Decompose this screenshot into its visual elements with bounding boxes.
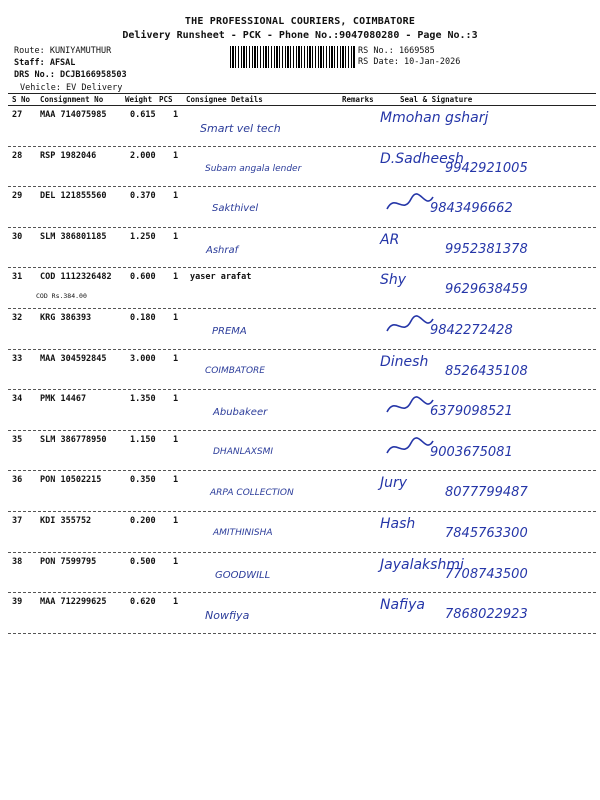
row-consignment-no: PMK 14467 [40,394,87,405]
row-weight: 0.370 [130,191,156,202]
table-row [0,553,600,593]
handwritten-consignee-name: Smart vel tech [200,122,281,135]
row-sno: 27 [12,110,23,120]
signature-scribble [385,394,435,420]
row-sno: 34 [12,394,23,405]
row-consignment-no: COD 1112326482 [40,272,112,283]
table-row [0,350,600,390]
signature: AR [380,231,400,248]
recipient-phone: 7845763300 [445,526,528,541]
row-consignment-no: DEL 121855560 [40,191,107,202]
recipient-phone: 9629638459 [445,282,528,298]
signature: Shy [380,272,407,289]
table-row [0,593,600,633]
recipient-phone: 9842272428 [430,323,513,338]
row-weight: 1.150 [130,434,156,445]
row-pcs: 1 [173,313,179,323]
barcode [230,46,356,68]
row-sno: 36 [12,475,23,486]
row-consignment-no: MAA 712299625 [40,597,107,608]
table-row [0,431,600,471]
col-signature: Seal & Signature [400,95,473,104]
row-pcs: 1 [173,150,179,161]
handwritten-consignee-name: ARPA COLLECTION [210,488,294,499]
row-weight: 0.600 [130,272,156,283]
row-weight: 3.000 [130,353,156,364]
row-pcs: 1 [173,597,179,608]
row-pcs: 1 [173,110,179,120]
handwritten-consignee-name: GOODWILL [215,569,271,581]
handwritten-consignee-name: AMITHINISHA [213,528,273,538]
row-weight: 2.000 [130,150,156,161]
recipient-phone: 7708743500 [445,566,528,582]
row-consignment-no: RSP 1982046 [40,150,97,161]
row-pcs: 1 [173,191,179,202]
row-weight: 1.250 [130,231,156,242]
row-weight: 0.180 [130,313,156,323]
handwritten-consignee-name: Subam angala lender [205,163,302,174]
staff-label: Staff: AFSAL [14,58,76,68]
handwritten-consignee-name: DHANLAXSMI [213,446,274,457]
col-pcs: PCS [159,95,173,104]
table-row [0,228,600,268]
row-consignee: yaser arafat [190,272,252,283]
handwritten-consignee-name: PREMA [212,326,247,337]
row-divider [8,633,596,634]
signature: D.Sadheesh [380,150,464,167]
row-weight: 0.200 [130,516,156,526]
signature: Hash [380,516,416,532]
row-sno: 39 [12,597,23,608]
table-row [0,390,600,430]
row-consignment-no: PON 10502215 [40,475,102,486]
table-row [0,147,600,187]
recipient-phone: 8526435108 [445,363,528,379]
row-consignment-no: KDI 355752 [40,516,92,526]
row-consignment-no: KRG 386393 [40,313,92,323]
row-weight: 1.350 [130,394,156,405]
signature: Nafiya [380,597,425,614]
recipient-phone: 9952381378 [445,241,528,257]
rs-number: RS No.: 1669585 [358,46,435,56]
row-sno: 31 [12,272,23,283]
handwritten-consignee-name: Abubakeer [213,407,268,419]
row-consignment-no: SLM 386778950 [40,434,107,445]
row-weight: 0.615 [130,110,156,120]
drs-number: DRS No.: DCJB166958503 [14,70,127,80]
signature-scribble [385,191,435,217]
signature: Jayalakshmi [380,556,464,573]
row-pcs: 1 [173,556,179,567]
col-remarks: Remarks [342,95,374,104]
table-row [0,512,600,552]
table-row [0,309,600,349]
col-consignee: Consignee Details [186,95,263,104]
row-sno: 37 [12,516,23,526]
row-consignment-no: MAA 714075985 [40,110,107,120]
handwritten-consignee-name: COIMBATORE [205,365,265,376]
col-consignment: Consignment No [40,95,104,104]
row-sno: 28 [12,150,23,161]
row-sno: 33 [12,353,23,364]
handwritten-consignee-name: Sakthivel [212,203,259,215]
signature: Dinesh [380,353,429,370]
row-weight: 0.500 [130,556,156,567]
cod-amount: COD Rs.384.00 [36,292,87,301]
row-consignment-no: SLM 386801185 [40,231,107,242]
row-weight: 0.350 [130,475,156,486]
row-pcs: 1 [173,353,179,364]
row-sno: 32 [12,313,23,323]
rs-date: RS Date: 10-Jan-2026 [358,57,461,67]
row-pcs: 1 [173,475,179,486]
col-sno: S No [12,95,31,104]
table-row [0,187,600,227]
recipient-phone: 9942921005 [445,160,528,176]
row-pcs: 1 [173,231,179,242]
row-sno: 30 [12,231,23,242]
route-label: Route: KUNIYAMUTHUR [14,46,112,56]
table-row [0,471,600,511]
row-pcs: 1 [173,516,179,526]
recipient-phone: 9843496662 [430,201,513,217]
signature: Jury [380,475,408,492]
row-pcs: 1 [173,272,179,283]
company-title: THE PROFESSIONAL COURIERS, COIMBATORE [184,16,416,27]
recipient-phone: 6379098521 [430,404,513,420]
row-sno: 29 [12,191,23,202]
row-sno: 35 [12,434,23,445]
recipient-phone: 8077799487 [445,485,528,501]
row-pcs: 1 [173,394,179,405]
table-row [0,268,600,308]
handwritten-consignee-name: Ashraf [206,244,239,256]
row-consignment-no: PON 7599795 [40,556,97,567]
table-row [0,106,600,146]
row-weight: 0.620 [130,597,156,608]
row-consignment-no: MAA 304592845 [40,353,107,364]
vehicle-label: Vehicle: EV Delivery [20,83,123,93]
col-weight: Weight [125,95,153,104]
row-pcs: 1 [173,434,179,445]
signature-scribble [385,313,435,339]
signature-scribble [385,435,435,461]
runsheet-subtitle: Delivery Runsheet - PCK - Phone No.:9047080280 - Page No.:3 [122,30,478,41]
signature: Mmohan gsharj [380,110,489,126]
recipient-phone: 7868022923 [445,607,528,623]
row-sno: 38 [12,556,23,567]
recipient-phone: 9003675081 [430,444,513,460]
table-top-border [8,93,596,94]
handwritten-consignee-name: Nowfiya [205,609,250,623]
